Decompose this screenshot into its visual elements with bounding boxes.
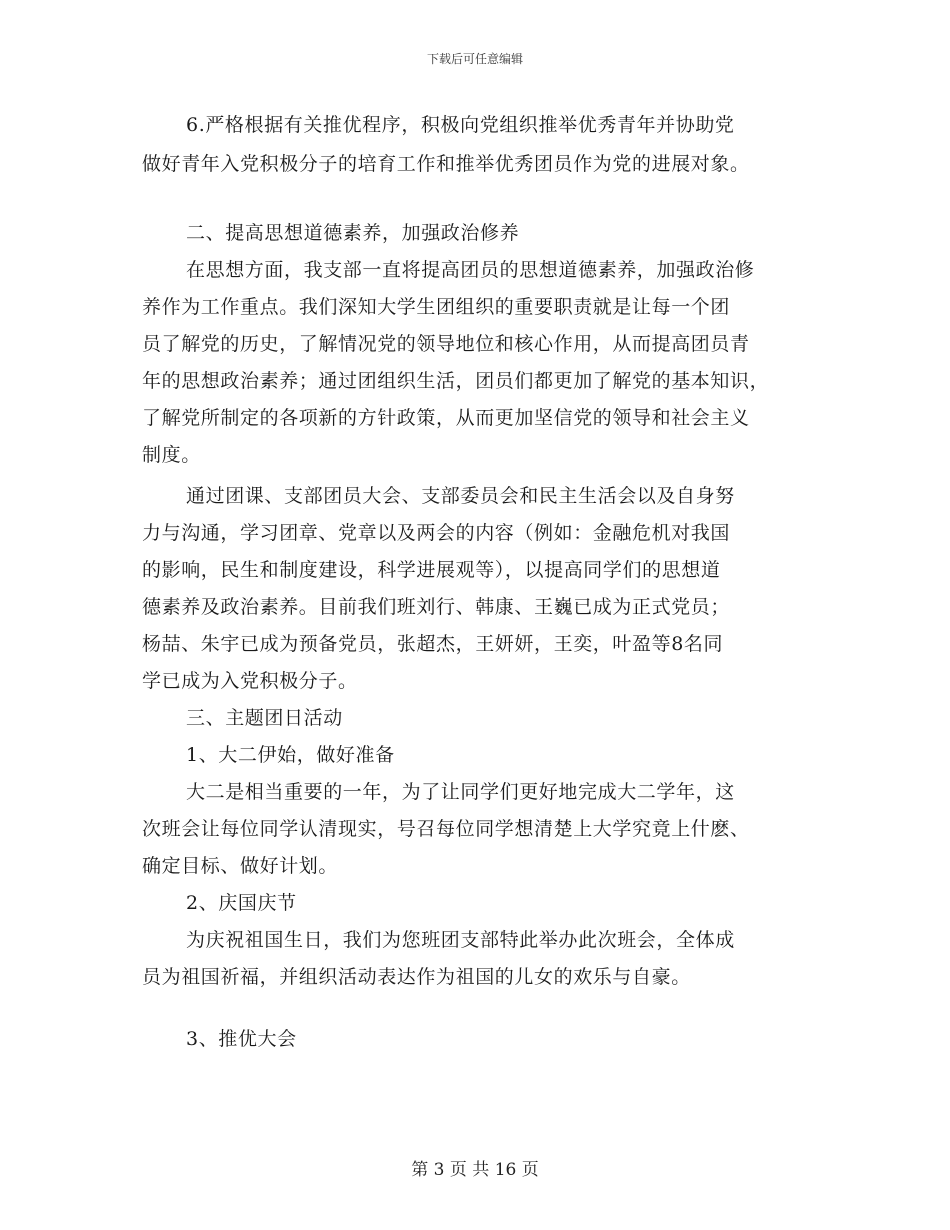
paragraph-line: 杨喆、朱宇已成为预备党员，张超杰，王妍妍，王奕，叶盈等8名同 bbox=[142, 633, 724, 655]
paragraph-line: 员为祖国祈福，并组织活动表达作为祖国的儿女的欢乐与自豪。 bbox=[142, 966, 691, 988]
paragraph-line: 了解党所制定的各项新的方针政策，从而更加坚信党的领导和社会主义 bbox=[142, 407, 750, 429]
paragraph-line: 为庆祝祖国生日，我们为您班团支部特此举办此次班会，全体成 bbox=[186, 929, 735, 951]
paragraph-line: 年的思想政治素养；通过团组织生活，团员们都更加了解党的基本知识， bbox=[142, 370, 770, 392]
paragraph-line: 在思想方面，我支部一直将提高团员的思想道德素养，加强政治修 bbox=[186, 259, 755, 281]
subsection-heading: 2、庆国庆节 bbox=[186, 892, 297, 914]
subsection-heading: 3、推优大会 bbox=[186, 1028, 297, 1050]
paragraph-line: 通过团课、支部团员大会、支部委员会和民主生活会以及自身努 bbox=[186, 485, 735, 507]
paragraph-line: 次班会让每位同学认清现实，号召每位同学想清楚上大学究竟上什麽、 bbox=[142, 818, 750, 840]
paragraph-line: 确定目标、做好计划。 bbox=[142, 855, 339, 877]
page-number-footer: 第 3 页 共 16 页 bbox=[411, 1160, 539, 1180]
section-heading: 二、提高思想道德素养，加强政治修养 bbox=[186, 222, 520, 244]
paragraph-line: 制度。 bbox=[142, 444, 201, 466]
paragraph-line: 做好青年入党积极分子的培育工作和推举优秀团员作为党的进展对象。 bbox=[142, 153, 750, 175]
paragraph-line: 力与沟通，学习团章、党章以及两会的内容（例如：金融危机对我国 bbox=[142, 522, 731, 544]
section-heading: 三、主题团日活动 bbox=[186, 707, 343, 729]
paragraph-line: 6.严格根据有关推优程序，积极向党组织推举优秀青年并协助党 bbox=[186, 114, 735, 136]
paragraph-line: 的影响，民生和制度建设，科学进展观等），以提高同学们的思想道 bbox=[142, 559, 721, 581]
paragraph-line: 养作为工作重点。我们深知大学生团组织的重要职责就是让每一个团 bbox=[142, 296, 731, 318]
paragraph-line: 员了解党的历史，了解情况党的领导地位和核心作用，从而提高团员青 bbox=[142, 333, 750, 355]
paragraph-line: 大二是相当重要的一年，为了让同学们更好地完成大二学年，这 bbox=[186, 781, 735, 803]
paragraph-line: 德素养及政治素养。目前我们班刘行、韩康、王巍已成为正式党员； bbox=[142, 596, 731, 618]
subsection-heading: 1、大二伊始，做好准备 bbox=[186, 744, 395, 766]
page-header: 下载后可任意编辑 bbox=[426, 52, 523, 66]
paragraph-line: 学已成为入党积极分子。 bbox=[142, 670, 358, 692]
